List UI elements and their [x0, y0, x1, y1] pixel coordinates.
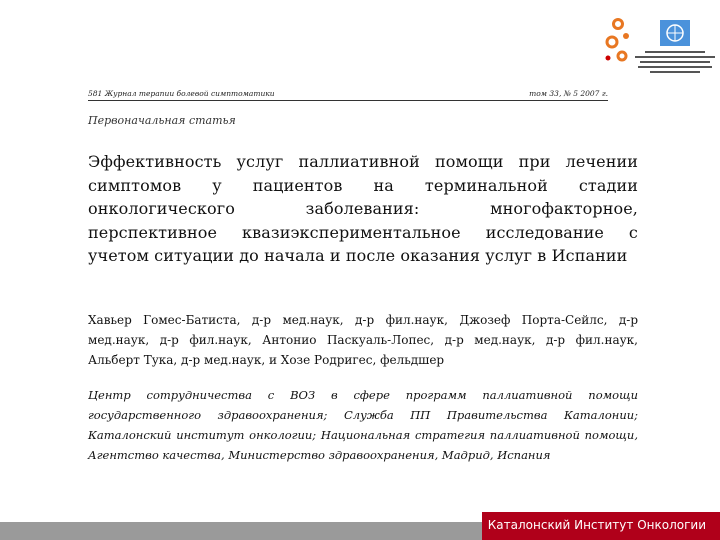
- authors: Хавьер Гомес-Батиста, д-р мед.наук, д-р фил.наук, Джозеф Порта-Сейлс, д-р мед.наук, д-р фил.наук, Антонио Паскуаль-Лопес, д-р мед.наук, д-р фил.наук, Альберт Тука, д-р мед.наук, и Хозе Родригес, фельдшер: [88, 313, 638, 367]
- who-emblem: [630, 20, 720, 90]
- journal-volume: том 33, № 5 2007 г.: [529, 89, 608, 98]
- footer-bar: [0, 512, 720, 540]
- footer-text: Каталонский Институт Онкологии: [487, 518, 706, 532]
- footer-gray-band: [0, 522, 482, 540]
- who-caption-lines: [630, 48, 720, 73]
- un-emblem-icon: [660, 20, 690, 46]
- journal-name: 581 Журнал терапии болевой симптоматики: [88, 89, 275, 98]
- journal-header: [88, 88, 608, 101]
- affiliation: Центр сотрудничества с ВОЗ в сфере программ паллиативной помощи государственного здравоохранения; Служба ПП Правительства Каталонии; Каталонский институт онкологии; Национальная стратегия паллиативной помощи, Агентство качества, Министерство здравоохранения, Мадрид, Испания: [88, 388, 638, 462]
- section-label: Первоначальная статья: [88, 114, 236, 127]
- article-title: Эффективность услуг паллиативной помощи при лечении симптомов у пациентов на терминальной стадии онкологического заболевания: многофакторное, перспективное квазиэкспериментальное исследование с учетом ситуации до начала и после оказания услуг в Испании: [88, 152, 638, 265]
- footer-red-band: [482, 512, 720, 540]
